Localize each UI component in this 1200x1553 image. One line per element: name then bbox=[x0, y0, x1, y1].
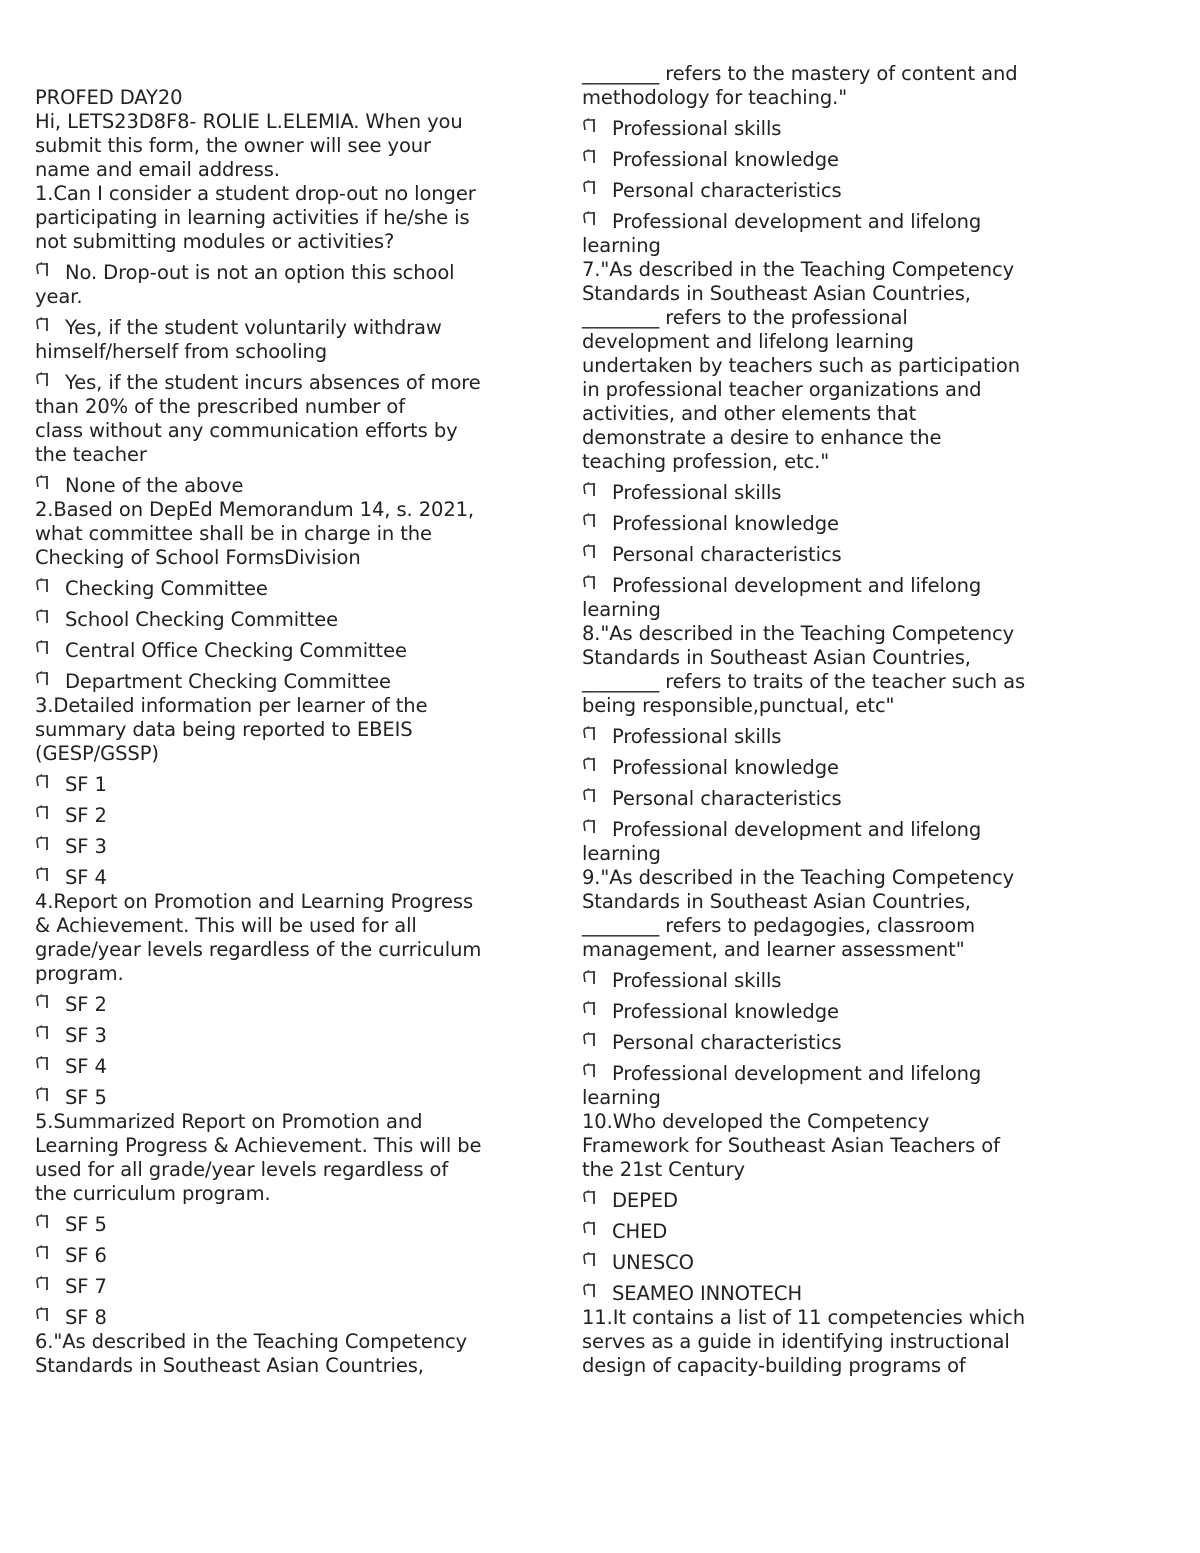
question-text: what committee shall be in charge in the bbox=[35, 522, 432, 545]
option-label-text: None of the above bbox=[65, 474, 244, 497]
question-text: serves as a guide in identifying instructional bbox=[582, 1330, 1010, 1353]
question-text: management, and learner assessment" bbox=[582, 938, 965, 961]
option-label-text: SF 6 bbox=[65, 1244, 107, 1267]
option-label bbox=[35, 773, 525, 797]
option-label: the teacher bbox=[35, 443, 147, 466]
option-label-text: Central Office Checking Committee bbox=[65, 639, 407, 662]
answer-option[interactable] bbox=[35, 1086, 525, 1110]
option-label: learning bbox=[582, 598, 661, 621]
radio-button-icon[interactable] bbox=[582, 1001, 599, 1016]
option-label bbox=[582, 969, 1062, 993]
option-label bbox=[35, 670, 525, 694]
option-label: learning bbox=[582, 1086, 661, 1109]
radio-button-icon[interactable] bbox=[582, 482, 599, 497]
question bbox=[35, 498, 525, 694]
page-title: PROFED DAY20 bbox=[35, 86, 183, 109]
radio-button-icon[interactable] bbox=[582, 1221, 599, 1236]
answer-option[interactable] bbox=[35, 1213, 525, 1237]
answer-option[interactable] bbox=[35, 261, 525, 309]
option-label-text: Professional knowledge bbox=[612, 512, 839, 535]
option-label bbox=[35, 1275, 525, 1299]
option-label bbox=[582, 117, 1062, 141]
option-label bbox=[582, 574, 1062, 598]
answer-option[interactable] bbox=[582, 543, 1062, 567]
question-text: design of capacity-building programs of bbox=[582, 1354, 966, 1377]
header-text: submit this form, the owner will see your bbox=[35, 134, 431, 157]
option-label bbox=[582, 1220, 1062, 1244]
question-text: 7."As described in the Teaching Competency bbox=[582, 258, 1015, 281]
question-text: development and lifelong learning bbox=[582, 330, 914, 353]
option-label-text: SF 2 bbox=[65, 993, 107, 1016]
header-text: Hi, LETS23D8F8- ROLIE L.ELEMIA. When you bbox=[35, 110, 463, 133]
answer-option[interactable] bbox=[35, 804, 525, 828]
option-label: than 20% of the prescribed number of bbox=[35, 395, 405, 418]
option-label-text: SF 5 bbox=[65, 1213, 107, 1236]
option-label bbox=[582, 1062, 1062, 1086]
option-label-text: Professional development and lifelong bbox=[612, 818, 982, 841]
option-label bbox=[35, 993, 525, 1017]
radio-button-icon[interactable] bbox=[582, 544, 599, 559]
question-text: (GESP/GSSP) bbox=[35, 742, 159, 765]
answer-option[interactable] bbox=[582, 512, 1062, 536]
left-column bbox=[35, 0, 525, 1378]
option-label-text: Professional knowledge bbox=[612, 148, 839, 171]
answer-option[interactable] bbox=[582, 210, 1062, 258]
option-label-text: Personal characteristics bbox=[612, 787, 842, 810]
option-label: himself/herself from schooling bbox=[35, 340, 328, 363]
question-text: 5.Summarized Report on Promotion and bbox=[35, 1110, 423, 1133]
radio-button-icon[interactable] bbox=[35, 578, 52, 593]
question-text: not submitting modules or activities? bbox=[35, 230, 395, 253]
question-text: participating in learning activities if he/she is bbox=[35, 206, 470, 229]
option-label bbox=[582, 481, 1062, 505]
question-text: 9."As described in the Teaching Competency bbox=[582, 866, 1015, 889]
question-text: ________ refers to the professional bbox=[582, 306, 908, 329]
option-label bbox=[35, 835, 525, 859]
question-text: teaching profession, etc." bbox=[582, 450, 830, 473]
option-label-text: SF 4 bbox=[65, 866, 107, 889]
option-label-text: CHED bbox=[612, 1220, 668, 1243]
answer-option[interactable] bbox=[35, 371, 525, 467]
option-label-text: Checking Committee bbox=[65, 577, 268, 600]
radio-button-icon[interactable] bbox=[582, 1032, 599, 1047]
answer-option[interactable] bbox=[582, 1251, 1062, 1275]
answer-option[interactable] bbox=[582, 117, 1062, 141]
right-column bbox=[582, 0, 1062, 1378]
answer-option[interactable] bbox=[35, 1244, 525, 1268]
question bbox=[582, 866, 1062, 1110]
question-text: 3.Detailed information per learner of the bbox=[35, 694, 428, 717]
option-label bbox=[582, 210, 1062, 234]
option-label-text: School Checking Committee bbox=[65, 608, 339, 631]
option-label bbox=[35, 261, 525, 285]
answer-option[interactable] bbox=[582, 179, 1062, 203]
option-label-text: DEPED bbox=[612, 1189, 678, 1212]
option-label-text: Professional development and lifelong bbox=[612, 210, 982, 233]
option-label bbox=[582, 756, 1062, 780]
radio-button-icon[interactable] bbox=[582, 1190, 599, 1205]
radio-button-icon[interactable] bbox=[35, 317, 52, 332]
radio-button-icon[interactable] bbox=[582, 118, 599, 133]
option-label-text: Personal characteristics bbox=[612, 179, 842, 202]
answer-option[interactable] bbox=[582, 1220, 1062, 1244]
option-label bbox=[582, 787, 1062, 811]
question-text: 1.Can I consider a student drop-out no longer bbox=[35, 182, 476, 205]
answer-option[interactable] bbox=[35, 1275, 525, 1299]
radio-button-icon[interactable] bbox=[35, 994, 52, 1009]
radio-button-icon[interactable] bbox=[582, 819, 599, 834]
question-text: Standards in Southeast Asian Countries, bbox=[582, 282, 971, 305]
radio-button-icon[interactable] bbox=[582, 211, 599, 226]
radio-button-icon[interactable] bbox=[35, 1214, 52, 1229]
radio-button-icon[interactable] bbox=[35, 640, 52, 655]
option-label bbox=[35, 639, 525, 663]
option-label bbox=[35, 1055, 525, 1079]
option-label-text: SF 2 bbox=[65, 804, 107, 827]
answer-option[interactable] bbox=[582, 1000, 1062, 1024]
option-label-text: Professional knowledge bbox=[612, 1000, 839, 1023]
answer-option[interactable] bbox=[582, 787, 1062, 811]
option-label bbox=[35, 1213, 525, 1237]
radio-button-icon[interactable] bbox=[582, 757, 599, 772]
radio-button-icon[interactable] bbox=[582, 970, 599, 985]
answer-option[interactable] bbox=[35, 670, 525, 694]
question-text: Checking of School FormsDivision bbox=[35, 546, 361, 569]
answer-option[interactable] bbox=[582, 1062, 1062, 1110]
option-label-text: Professional knowledge bbox=[612, 756, 839, 779]
question-text: activities, and other elements that bbox=[582, 402, 917, 425]
radio-button-icon[interactable] bbox=[35, 836, 52, 851]
question bbox=[582, 1306, 1062, 1378]
question-list bbox=[35, 182, 525, 1378]
radio-button-icon[interactable] bbox=[582, 180, 599, 195]
option-label-text: Professional skills bbox=[612, 725, 782, 748]
option-label bbox=[35, 474, 525, 498]
option-label-text: SEAMEO INNOTECH bbox=[612, 1282, 803, 1305]
option-label-text: Department Checking Committee bbox=[65, 670, 391, 693]
option-label-text: SF 1 bbox=[65, 773, 107, 796]
option-label bbox=[35, 316, 525, 340]
option-label-text: SF 8 bbox=[65, 1306, 107, 1329]
question bbox=[582, 1110, 1062, 1306]
question-text: used for all grade/year levels regardless of bbox=[35, 1158, 449, 1181]
radio-button-icon[interactable] bbox=[35, 774, 52, 789]
answer-option[interactable] bbox=[35, 577, 525, 601]
answer-option[interactable] bbox=[582, 574, 1062, 622]
radio-button-icon[interactable] bbox=[582, 1252, 599, 1267]
question-text: summary data being reported to EBEIS bbox=[35, 718, 413, 741]
option-label-text: No. Drop-out is not an option this school bbox=[65, 261, 455, 284]
radio-button-icon[interactable] bbox=[35, 475, 52, 490]
question-list bbox=[582, 62, 1062, 1378]
option-label bbox=[35, 1306, 525, 1330]
option-label-text: Professional development and lifelong bbox=[612, 1062, 982, 1085]
option-label-text: SF 7 bbox=[65, 1275, 107, 1298]
question-text: program. bbox=[35, 962, 124, 985]
option-label bbox=[35, 577, 525, 601]
question-text: Framework for Southeast Asian Teachers of bbox=[582, 1134, 1000, 1157]
question-text: Standards in Southeast Asian Countries, bbox=[35, 1354, 424, 1377]
option-label: learning bbox=[582, 842, 661, 865]
option-label-text: Personal characteristics bbox=[612, 1031, 842, 1054]
question bbox=[582, 258, 1062, 622]
question-text: methodology for teaching." bbox=[582, 86, 848, 109]
option-label-text: Yes, if the student voluntarily withdraw bbox=[65, 316, 442, 339]
question-text: undertaken by teachers such as participation bbox=[582, 354, 1020, 377]
option-label bbox=[582, 543, 1062, 567]
option-label-text: Professional development and lifelong bbox=[612, 574, 982, 597]
answer-option[interactable] bbox=[35, 866, 525, 890]
answer-option[interactable] bbox=[582, 1031, 1062, 1055]
answer-option[interactable] bbox=[582, 148, 1062, 172]
question-text: grade/year levels regardless of the curriculum bbox=[35, 938, 482, 961]
answer-option[interactable] bbox=[582, 1282, 1062, 1306]
question-text: demonstrate a desire to enhance the bbox=[582, 426, 942, 449]
option-label bbox=[582, 1031, 1062, 1055]
radio-button-icon[interactable] bbox=[35, 1276, 52, 1291]
option-label-text: Yes, if the student incurs absences of more bbox=[65, 371, 481, 394]
radio-button-icon[interactable] bbox=[35, 867, 52, 882]
radio-button-icon[interactable] bbox=[35, 1056, 52, 1071]
answer-option[interactable] bbox=[35, 835, 525, 859]
radio-button-icon[interactable] bbox=[35, 609, 52, 624]
radio-button-icon[interactable] bbox=[35, 372, 52, 387]
option-label bbox=[582, 179, 1062, 203]
option-label-text: UNESCO bbox=[612, 1251, 694, 1274]
question-text: 6."As described in the Teaching Competency bbox=[35, 1330, 468, 1353]
option-label bbox=[35, 804, 525, 828]
radio-button-icon[interactable] bbox=[582, 513, 599, 528]
question-text: 4.Report on Promotion and Learning Progress bbox=[35, 890, 474, 913]
question bbox=[35, 694, 525, 890]
option-label: learning bbox=[582, 234, 661, 257]
answer-option[interactable] bbox=[582, 969, 1062, 993]
radio-button-icon[interactable] bbox=[35, 671, 52, 686]
option-label bbox=[35, 371, 525, 395]
question-text: 10.Who developed the Competency bbox=[582, 1110, 930, 1133]
question bbox=[35, 1110, 525, 1330]
option-label bbox=[35, 1244, 525, 1268]
option-label bbox=[582, 725, 1062, 749]
question-text: the curriculum program. bbox=[35, 1182, 271, 1205]
question bbox=[582, 62, 1062, 258]
radio-button-icon[interactable] bbox=[35, 805, 52, 820]
question bbox=[35, 1330, 525, 1378]
option-label-text: Professional skills bbox=[612, 481, 782, 504]
radio-button-icon[interactable] bbox=[582, 1063, 599, 1078]
question-text: ________ refers to pedagogies, classroom bbox=[582, 914, 976, 937]
question-text: being responsible,punctual, etc" bbox=[582, 694, 895, 717]
answer-option[interactable] bbox=[35, 1055, 525, 1079]
radio-button-icon[interactable] bbox=[35, 262, 52, 277]
option-label bbox=[582, 1189, 1062, 1213]
answer-option[interactable] bbox=[582, 481, 1062, 505]
question-text: ________ refers to the mastery of content and bbox=[582, 62, 1018, 85]
answer-option[interactable] bbox=[582, 756, 1062, 780]
option-label bbox=[582, 148, 1062, 172]
radio-button-icon[interactable] bbox=[35, 1307, 52, 1322]
answer-option[interactable] bbox=[35, 474, 525, 498]
answer-option[interactable] bbox=[35, 1306, 525, 1330]
option-label bbox=[35, 608, 525, 632]
radio-button-icon[interactable] bbox=[582, 1283, 599, 1298]
question-text: the 21st Century bbox=[582, 1158, 745, 1181]
radio-button-icon[interactable] bbox=[582, 788, 599, 803]
radio-button-icon[interactable] bbox=[582, 726, 599, 741]
radio-button-icon[interactable] bbox=[35, 1025, 52, 1040]
option-label-text: Professional skills bbox=[612, 969, 782, 992]
option-label bbox=[582, 1000, 1062, 1024]
question-text: Standards in Southeast Asian Countries, bbox=[582, 890, 971, 913]
answer-option[interactable] bbox=[35, 773, 525, 797]
answer-option[interactable] bbox=[35, 639, 525, 663]
option-label-text: SF 3 bbox=[65, 1024, 107, 1047]
option-label-text: SF 4 bbox=[65, 1055, 107, 1078]
answer-option[interactable] bbox=[582, 725, 1062, 749]
answer-option[interactable] bbox=[35, 1024, 525, 1048]
option-label: class without any communication efforts by bbox=[35, 419, 458, 442]
answer-option[interactable] bbox=[35, 608, 525, 632]
radio-button-icon[interactable] bbox=[35, 1087, 52, 1102]
question-text: 11.It contains a list of 11 competencies which bbox=[582, 1306, 1026, 1329]
option-label bbox=[582, 818, 1062, 842]
answer-option[interactable] bbox=[35, 316, 525, 364]
radio-button-icon[interactable] bbox=[35, 1245, 52, 1260]
header-text: name and email address. bbox=[35, 158, 280, 181]
option-label bbox=[582, 1251, 1062, 1275]
answer-option[interactable] bbox=[582, 1189, 1062, 1213]
option-label: year. bbox=[35, 285, 83, 308]
option-label bbox=[582, 512, 1062, 536]
form-header bbox=[35, 86, 525, 182]
question-text: ________ refers to traits of the teacher such as bbox=[582, 670, 1026, 693]
question-text: Learning Progress & Achievement. This will be bbox=[35, 1134, 482, 1157]
option-label-text: SF 3 bbox=[65, 835, 107, 858]
radio-button-icon[interactable] bbox=[582, 575, 599, 590]
radio-button-icon[interactable] bbox=[582, 149, 599, 164]
answer-option[interactable] bbox=[35, 993, 525, 1017]
question bbox=[35, 890, 525, 1110]
question bbox=[35, 182, 525, 498]
question-text: 8."As described in the Teaching Competency bbox=[582, 622, 1015, 645]
option-label bbox=[582, 1282, 1062, 1306]
question-text: 2.Based on DepEd Memorandum 14, s. 2021, bbox=[35, 498, 475, 521]
answer-option[interactable] bbox=[582, 818, 1062, 866]
option-label bbox=[35, 866, 525, 890]
question-text: & Achievement. This will be used for all bbox=[35, 914, 417, 937]
question bbox=[582, 622, 1062, 866]
option-label-text: Professional skills bbox=[612, 117, 782, 140]
option-label bbox=[35, 1086, 525, 1110]
option-label-text: Personal characteristics bbox=[612, 543, 842, 566]
option-label bbox=[35, 1024, 525, 1048]
question-text: in professional teacher organizations and bbox=[582, 378, 982, 401]
question-text: Standards in Southeast Asian Countries, bbox=[582, 646, 971, 669]
option-label-text: SF 5 bbox=[65, 1086, 107, 1109]
